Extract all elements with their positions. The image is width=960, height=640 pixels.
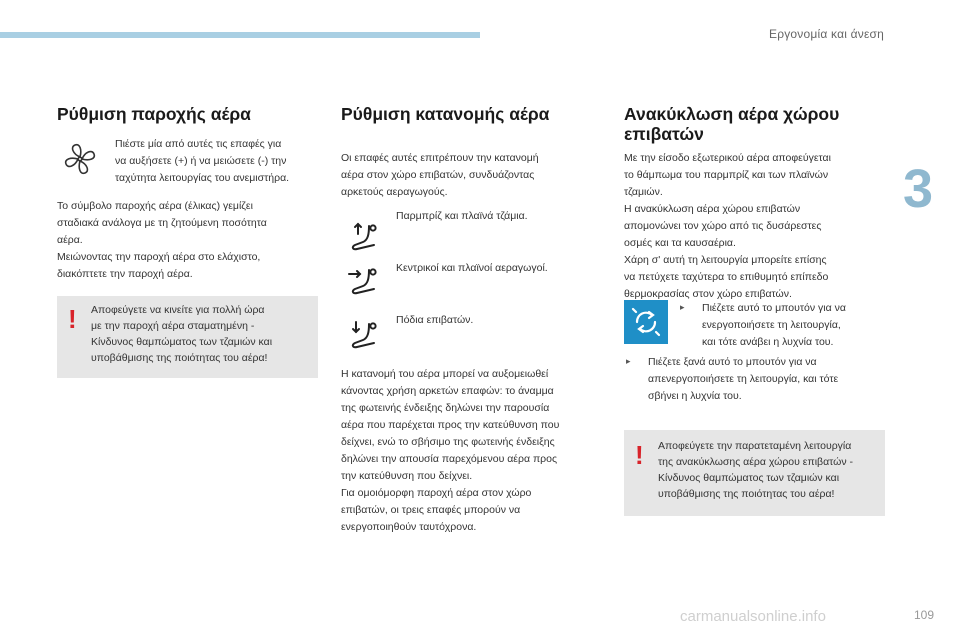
windshield-distribution-icon [347,222,383,252]
airflow-warning-box [57,296,318,378]
recirculation-description: Με την είσοδο εξωτερικού αέρα αποφεύγεται το θάμπωμα του παρμπρίζ και των πλαϊνών τζαμιών. Η ανακύκλωση αέρα χώρου επιβατών απομονώνει τον χώρο από τις δυσάρεστες οσμές και τα καυσαέρια. Χάρη σ' αυτή τη λειτουργία μπορείτε επίσης να πετύχετε ταχύτερα το επιθυμητό επίπεδο θερμοκρασίας στον χώρο επιβατών. [624,152,831,300]
bullet-arrow-icon: ▸ [680,302,685,312]
recirculation-button[interactable] [624,300,668,344]
fan-instructions: Πιέστε μία από αυτές τις επαφές για να αυξήσετε (+) ή να μειώσετε (-) την ταχύτητα λειτουργίας του ανεμιστήρα. [115,138,290,184]
distribution-intro: Οι επαφές αυτές επιτρέπουν την κατανομή αέρα στον χώρο επιβατών, συνδυάζοντας αρκετούς αεραγωγούς. [341,152,539,198]
fan-icon [63,142,97,176]
bullet-arrow-icon: ▸ [626,356,631,366]
recirculation-section [624,104,886,402]
recirculation-warning-text: Αποφεύγετε την παρατεταμένη λειτουργία της ανακύκλωσης αέρα χώρου επιβατών - Κίνδυνος θαμπώματος των τζαμιών και υποβάθμισης της ποιότητας του αέρα! [658,440,854,500]
airflow-warning-text: Αποφεύγετε να κινείτε για πολλή ώρα με την παροχή αέρα σταματημένη - Κίνδυνος θαμπώματος των τζαμιών και υποβάθμισης της ποιότητας του αέρα! [91,304,273,364]
watermark: carmanualsonline.info [680,608,826,625]
recirculation-warning-box [624,430,885,516]
recirculation-step-on: Πιέζετε αυτό το μπουτόν για να ενεργοποιήσετε τη λειτουργία, και τότε ανάβει η λυχνία του. [702,302,846,348]
recirculation-title: Ανακύκλωση αέρα χώρου επιβατών [624,104,840,144]
distribution-item-label: Πόδια επιβατών. [396,314,474,326]
warning-icon: ! [635,440,644,470]
airflow-title: Ρύθμιση παροχής αέρα [57,104,251,124]
recirculation-icon [624,300,668,344]
distribution-description: Η κατανομή του αέρα μπορεί να αυξομειωθεί κάνοντας χρήση αρκετών επαφών: το άναμμα της φωτεινής ένδειξης δηλώνει την παρουσία αέρα που παρέχεται προς την κατεύθυνση που δείχνει, ενώ το σβήσιμο της φωτεινής ένδειξης δηλώνει την απουσία παρεχόμενου αέρα προς την κατεύθυνση που δείχνει. Για ομοιόμορφη παροχή αέρα στον χώρο επιβατών, οι τρεις επαφές μπορούν να ενεργοποιηθούν ταυτόχρονα. [341,368,560,533]
distribution-item-label: Κεντρικοί και πλαϊνοί αεραγωγοί. [396,262,548,274]
distribution-title: Ρύθμιση κατανομής αέρα [341,104,550,124]
page-number: 109 [914,608,935,622]
recirculation-step-off: Πιέζετε ξανά αυτό το μπουτόν για να απενεργοποιήσετε τη λειτουργία, και τότε σβήνει η λυχνία του. [648,356,839,402]
central-vents-distribution-icon [347,266,383,296]
airflow-description: Το σύμβολο παροχής αέρα (έλικας) γεμίζει σταδιακά ανάλογα με τη ζητούμενη ποσότητα αέρα. Μειώνοντας την παροχή αέρα στο ελάχιστο, διακόπτετε την παροχή αέρα. [57,200,267,280]
chapter-number: 3 [903,159,934,219]
distribution-item-label: Παρμπρίζ και πλαϊνά τζάμια. [396,210,528,222]
header-accent-bar [0,32,480,38]
warning-icon: ! [68,304,77,334]
airflow-section [57,104,319,280]
chapter-title: Εργονομία και άνεση [769,27,884,41]
distribution-section [341,104,603,533]
footwell-distribution-icon [347,320,383,350]
